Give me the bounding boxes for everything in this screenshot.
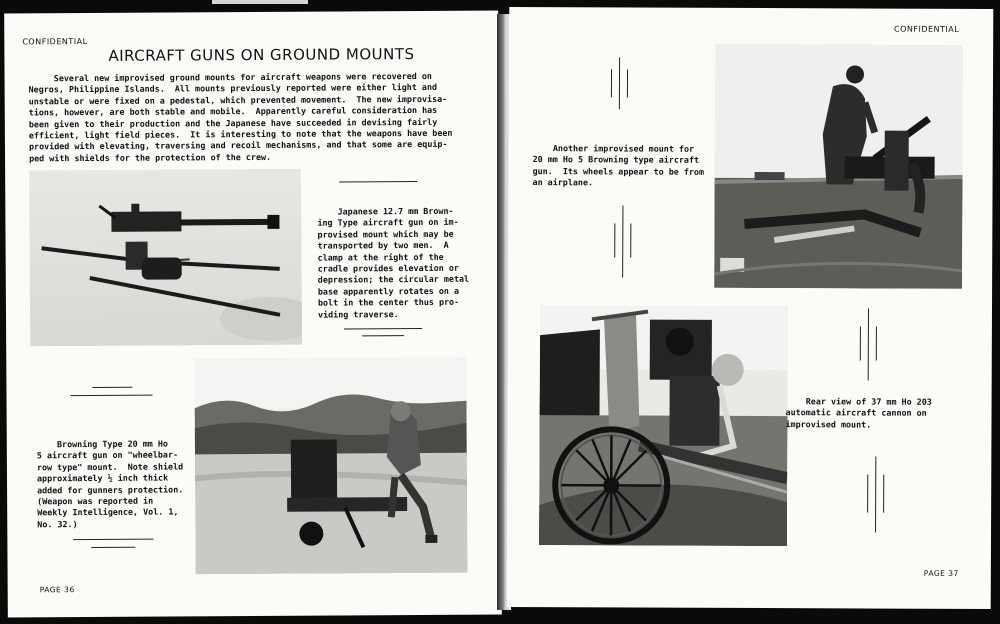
divider-vrule bbox=[876, 327, 877, 361]
caption-20mm-airplane-wheels: Another improvised mount for 20 mm Ho 5 Browning type aircraft gun. Its wheels appear to be from an airplane. bbox=[532, 143, 705, 188]
page-title: AIRCRAFT GUNS ON GROUND MOUNTS bbox=[108, 45, 415, 65]
divider-rule bbox=[70, 395, 152, 397]
scan-edge-strip bbox=[212, 0, 308, 4]
photo-37mm-cannon-rear-view bbox=[539, 305, 788, 546]
divider-rule bbox=[362, 335, 404, 336]
caption-12-7mm: Japanese 12.7 mm Brown- ing Type aircraft gun on im- provised mount which may be transported by two men. A clamp at the right of the cradle provides elevation or depression; the circular metal base apparently rotates on a bolt in the center thus pro- viding traverse. bbox=[317, 205, 470, 320]
photo-20mm-wheelbarrow-mount bbox=[194, 357, 467, 575]
caption-37mm-cannon: Rear view of 37 mm Ho 203 automatic aircraft cannon on improvised mount. bbox=[785, 396, 932, 430]
left-page bbox=[4, 10, 502, 617]
right-page bbox=[507, 7, 994, 609]
confidential-header: CONFIDENTIAL bbox=[893, 24, 960, 34]
divider-vrule bbox=[860, 326, 861, 360]
divider-rule bbox=[73, 539, 153, 540]
divider-rule bbox=[91, 547, 135, 548]
divider-vrule bbox=[622, 205, 623, 277]
divider-vrule bbox=[630, 223, 631, 257]
divider-vrule bbox=[614, 223, 615, 257]
caption-20mm-wheelbarrow: Browning Type 20 mm Ho 5 aircraft gun on "wheelbar- row type" mount. Note shield approximately ½ inch thick added for gunners protection. (Weapon was reported in Weekly Intelligence, Vol. 1, No. 32.) bbox=[36, 438, 184, 530]
divider-vrule bbox=[883, 475, 884, 513]
divider-vrule bbox=[875, 457, 876, 533]
divider-rule bbox=[92, 387, 132, 388]
intro-paragraph: Several new improvised ground mounts for aircraft weapons were recovered on Negros, Philippine Islands. All mounts previously reported were either light and unstable or were fixed on a pedestal, which prevented movement. The new improvisa- tions, however, are both stable and mobile. Apparently careful consideration has been given to their production and the Japanese have succeeded in devising fairly efficient, light field pieces. It is interesting to note that the weapons have been provided with elevating, traversing and recoil mechanisms, and that some are equip- ped with shields for the protection of the crew. bbox=[28, 70, 453, 164]
divider-vrule bbox=[868, 309, 869, 381]
page-number: PAGE 37 bbox=[923, 568, 959, 578]
divider-vrule bbox=[611, 69, 612, 97]
page-number: PAGE 36 bbox=[39, 585, 75, 595]
photo-20mm-airplane-wheels-mount bbox=[714, 44, 963, 289]
divider-vrule bbox=[867, 475, 868, 513]
photo-12-7mm-gun-mount bbox=[29, 169, 302, 347]
confidential-header: CONFIDENTIAL bbox=[22, 37, 88, 47]
divider-rule bbox=[344, 328, 422, 329]
divider-vrule bbox=[619, 57, 620, 109]
divider-rule bbox=[339, 181, 417, 182]
divider-vrule bbox=[627, 69, 628, 97]
